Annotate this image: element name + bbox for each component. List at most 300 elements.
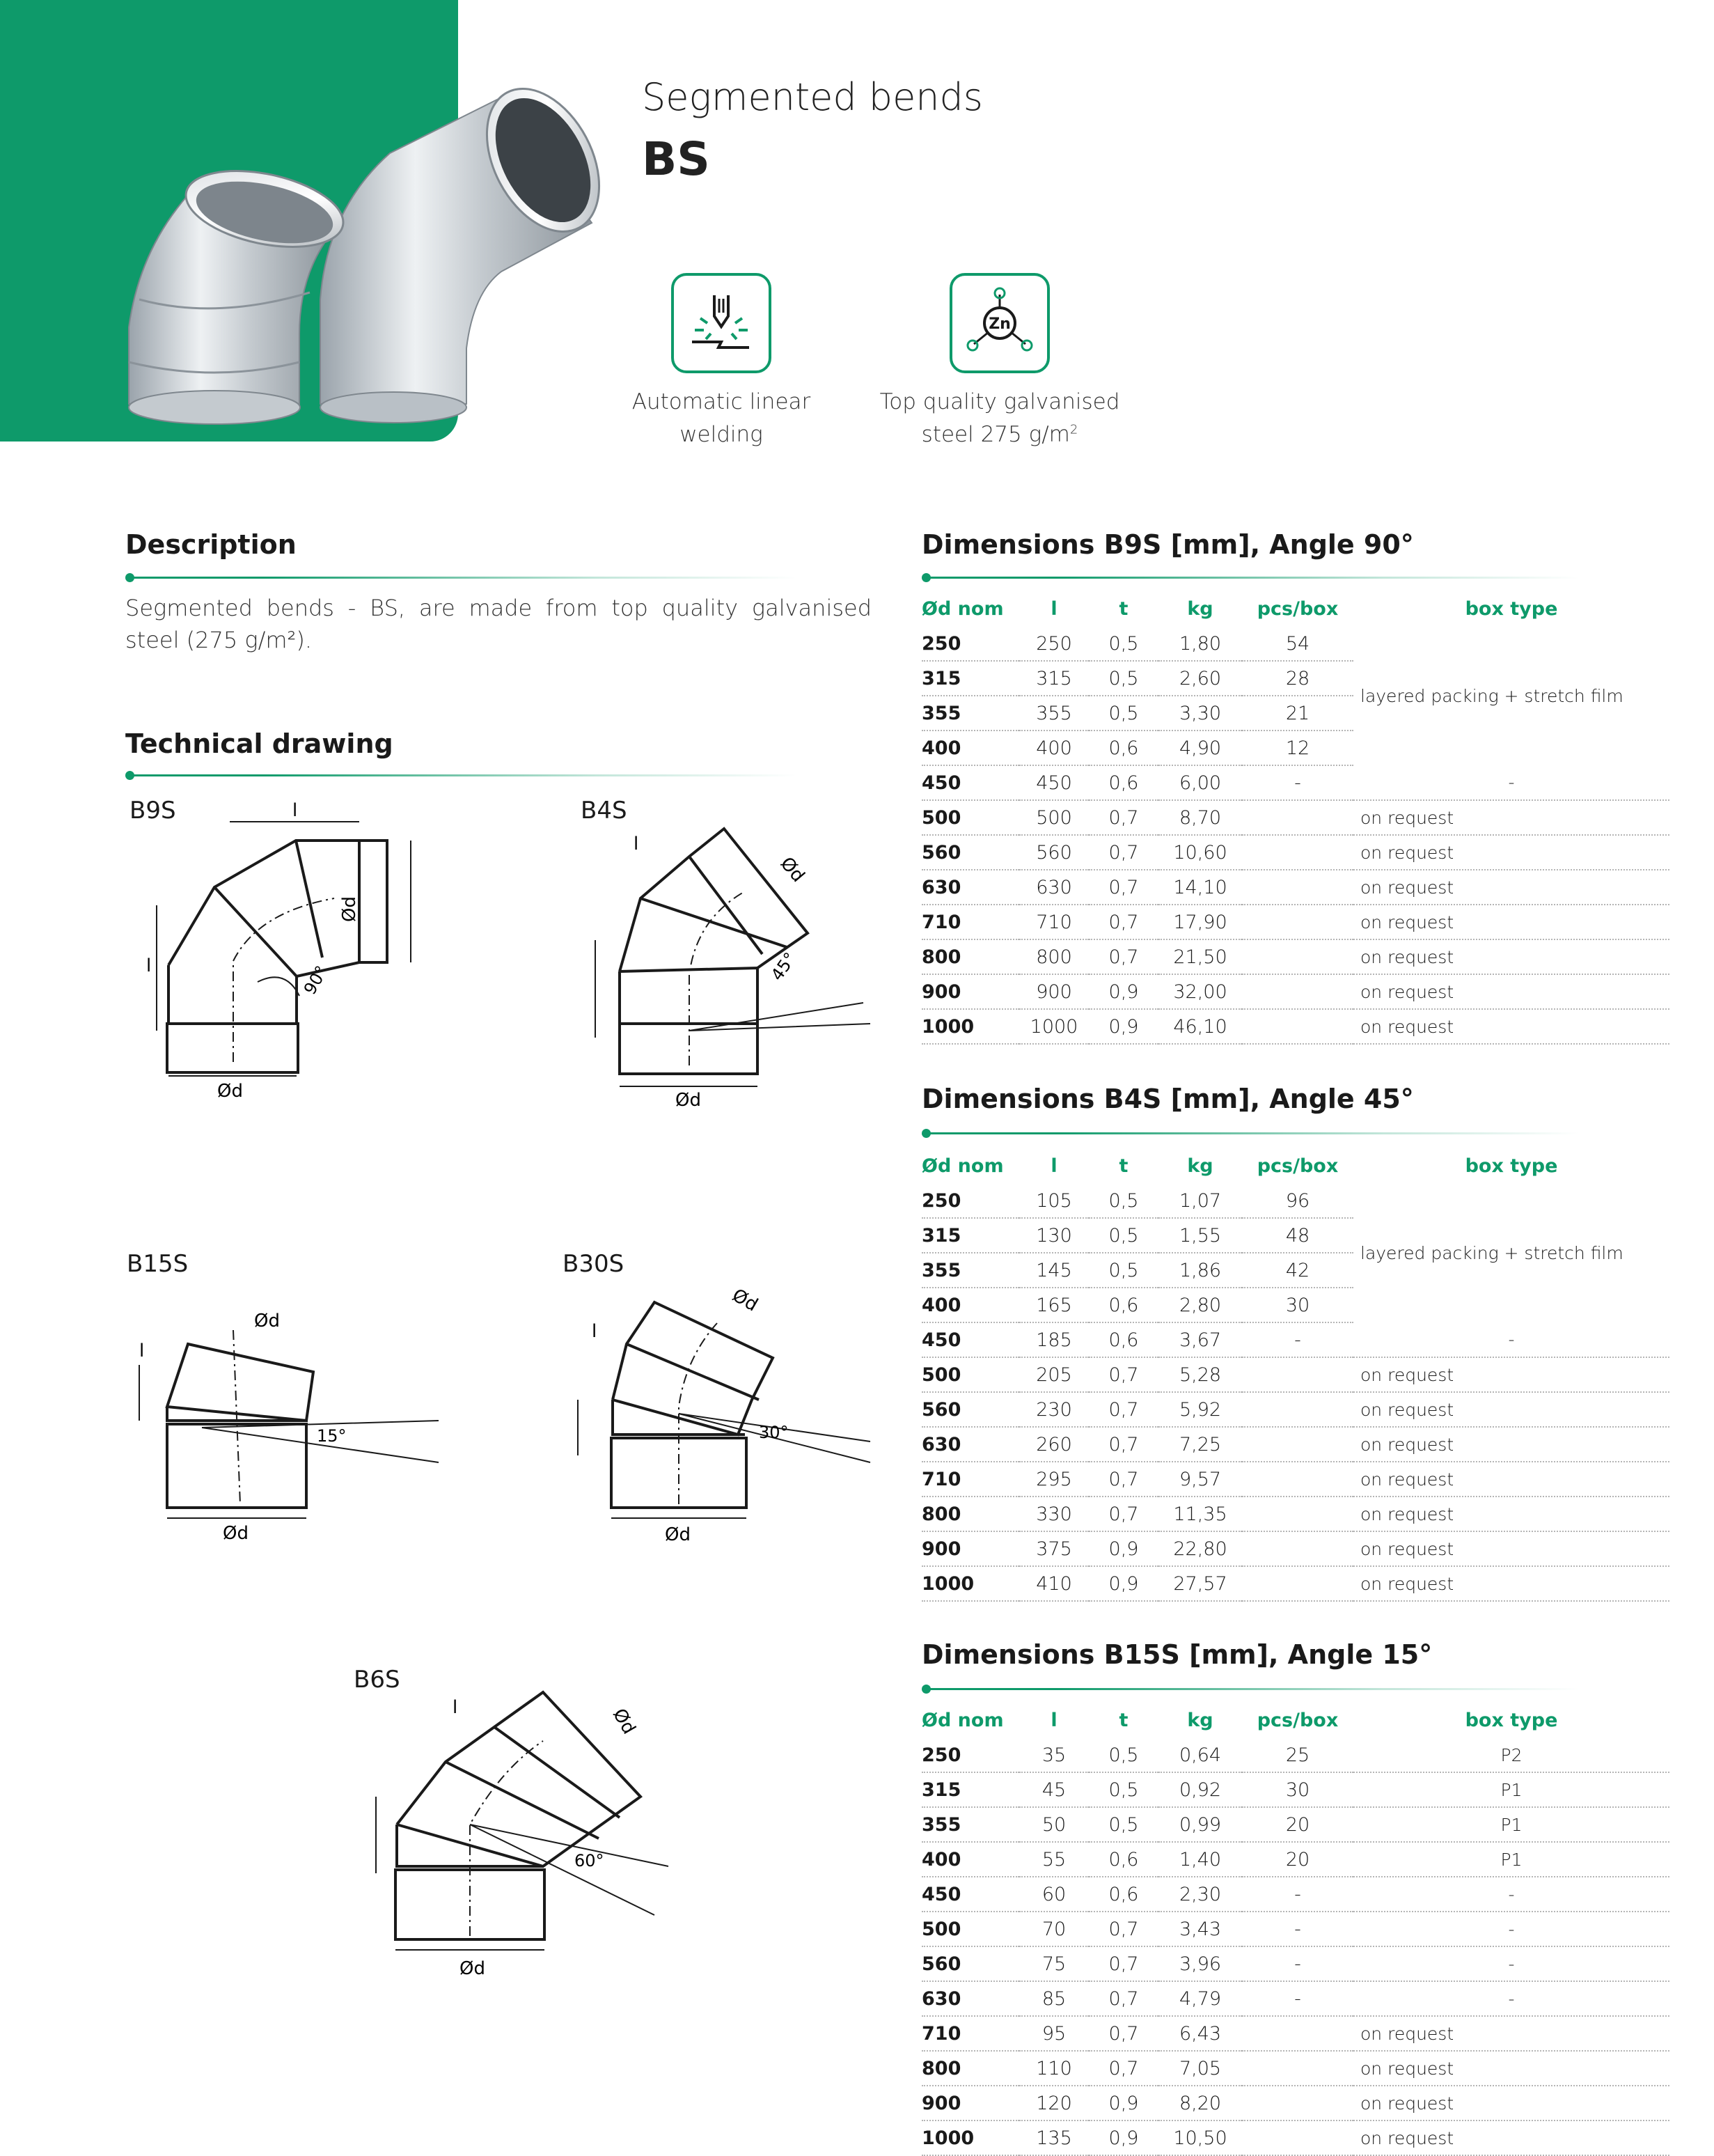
table-cell: 0,7	[1089, 1392, 1158, 1427]
table-cell: on request	[1353, 1009, 1669, 1044]
table-cell: 0,7	[1089, 2051, 1158, 2086]
table-cell: 21	[1242, 696, 1353, 731]
col-header: Ød nom	[922, 597, 1004, 620]
table-cell: 1,40	[1158, 1842, 1242, 1877]
col-header: kg	[1187, 1709, 1213, 1731]
table-row	[922, 1946, 1669, 1981]
b15s-dim-d: Ød	[254, 1311, 280, 1331]
table-cell: P1	[1353, 1772, 1669, 1807]
table-b15s-title: Dimensions B15S [mm], Angle 15°	[922, 1639, 1433, 1670]
table-cell: -	[1353, 1946, 1669, 1981]
table-cell	[1242, 1566, 1353, 1601]
table-cell: 0,7	[1089, 905, 1158, 939]
table-cell: 28	[1242, 661, 1353, 696]
technical-drawing-heading: Technical drawing	[125, 728, 393, 759]
table-cell: 0,64	[1158, 1738, 1242, 1772]
table-row	[922, 1392, 1669, 1427]
table-cell: 315	[922, 1772, 1019, 1807]
table-cell: 1000	[922, 1009, 1019, 1044]
table-cell: 800	[922, 2051, 1019, 2086]
table-cell: -	[1242, 765, 1353, 800]
table-cell: 0,92	[1158, 1772, 1242, 1807]
table-row	[922, 627, 1669, 661]
table-row	[922, 1912, 1669, 1946]
col-header: pcs/box	[1257, 1155, 1339, 1177]
table-cell: P1	[1353, 1807, 1669, 1842]
table-cell: 0,6	[1089, 1842, 1158, 1877]
b6s-dim-d: Ød	[608, 1705, 640, 1738]
table-cell: 96	[1242, 1184, 1353, 1218]
table-cell: 1,80	[1158, 627, 1242, 661]
table-cell: 32,00	[1158, 974, 1242, 1009]
table-cell: 0,6	[1089, 765, 1158, 800]
table-cell: 0,9	[1089, 1009, 1158, 1044]
b6s-dim-l: l	[453, 1697, 458, 1718]
drawing-b6s-label: B6S	[354, 1666, 400, 1694]
table-cell	[1242, 2120, 1353, 2155]
table-cell: 0,7	[1089, 1912, 1158, 1946]
table-cell: 400	[922, 1842, 1019, 1877]
table-cell: 0,7	[1089, 1497, 1158, 1531]
b9s-dim-d: Ød	[339, 896, 360, 922]
table-row	[922, 1009, 1669, 1044]
table-cell: 0,7	[1089, 2016, 1158, 2051]
feature-galvanised-line2: steel 275 $g/m^2$	[921, 421, 1078, 447]
table-cell: 3,30	[1158, 696, 1242, 731]
table-cell: P2	[1353, 1738, 1669, 1772]
table-cell: 0,99	[1158, 1807, 1242, 1842]
table-cell: 1000	[922, 2120, 1019, 2155]
table-cell: on request	[1353, 1392, 1669, 1427]
table-cell: 900	[922, 974, 1019, 1009]
table-cell: 4,79	[1158, 1981, 1242, 2016]
b15s-dim-l: l	[139, 1341, 145, 1361]
table-cell: 560	[1019, 835, 1089, 870]
table-cell: 355	[1019, 696, 1089, 731]
table-cell: 70	[1019, 1912, 1089, 1946]
table-row	[922, 1184, 1669, 1218]
description-rule	[128, 577, 796, 579]
col-header: Ød nom	[922, 1155, 1004, 1177]
table-cell: 500	[922, 800, 1019, 835]
table-cell: -	[1353, 1877, 1669, 1912]
table-cell: -	[1242, 1981, 1353, 2016]
table-cell: -	[1242, 1877, 1353, 1912]
table-cell: 900	[922, 1531, 1019, 1566]
table-cell: 295	[1019, 1462, 1089, 1497]
table-cell	[1242, 800, 1353, 835]
table-cell: 27,57	[1158, 1566, 1242, 1601]
table-cell: 900	[1019, 974, 1089, 1009]
b9s-dim-d-bottom: Ød	[217, 1081, 243, 1102]
product-photo	[111, 70, 613, 432]
table-row	[922, 1877, 1669, 1912]
table-row	[922, 905, 1669, 939]
table-cell: 8,20	[1158, 2086, 1242, 2120]
table-cell	[1242, 870, 1353, 905]
table-cell: 0,7	[1089, 870, 1158, 905]
table-cell	[1242, 1497, 1353, 1531]
table-cell: 0,5	[1089, 1253, 1158, 1288]
table-cell: 22,80	[1158, 1531, 1242, 1566]
table-cell: 45	[1019, 1772, 1089, 1807]
table-b4s	[922, 1148, 1669, 1602]
table-cell: 0,9	[1089, 2086, 1158, 2120]
table-cell: 25	[1242, 1738, 1353, 1772]
table-cell: 710	[1019, 905, 1089, 939]
table-cell: 0,6	[1089, 1288, 1158, 1322]
table-cell: 0,6	[1089, 1322, 1158, 1357]
table-cell	[1242, 2051, 1353, 2086]
table-cell: 0,5	[1089, 1738, 1158, 1772]
table-cell: 0,7	[1089, 1981, 1158, 2016]
table-row	[922, 1566, 1669, 1601]
table-cell: 0,7	[1089, 1462, 1158, 1497]
table-cell: 20	[1242, 1842, 1353, 1877]
table-cell: 800	[922, 939, 1019, 974]
col-header: Ød nom	[922, 1709, 1004, 1731]
page-title: Segmented bends	[642, 75, 983, 119]
col-header: l	[1051, 1155, 1058, 1177]
table-row	[922, 1497, 1669, 1531]
table-cell: 0,7	[1089, 1357, 1158, 1392]
drawing-b9s-label: B9S	[129, 797, 176, 825]
table-cell: 400	[922, 1288, 1019, 1322]
table-row	[922, 2016, 1669, 2051]
b9s-dim-l-top: l	[292, 800, 298, 821]
table-row	[922, 2120, 1669, 2155]
b30s-dim-d-bottom: Ød	[665, 1524, 691, 1545]
table-cell: on request	[1353, 1531, 1669, 1566]
table-cell: on request	[1353, 939, 1669, 974]
table-cell: on request	[1353, 1462, 1669, 1497]
table-cell: 3,96	[1158, 1946, 1242, 1981]
table-cell: 500	[1019, 800, 1089, 835]
drawing-b30s-label: B30S	[563, 1250, 624, 1278]
table-cell: 110	[1019, 2051, 1089, 2086]
b9s-angle: 90°	[299, 962, 332, 998]
table-cell: 800	[922, 1497, 1019, 1531]
table-row	[922, 1462, 1669, 1497]
col-header: box type	[1465, 1155, 1558, 1177]
table-cell: 250	[922, 1738, 1019, 1772]
table-cell: P1	[1353, 1842, 1669, 1877]
table-cell: 710	[922, 1462, 1019, 1497]
table-row	[922, 1772, 1669, 1807]
table-cell: 0,7	[1089, 1427, 1158, 1462]
table-row	[922, 800, 1669, 835]
merged-box-type: layered packing + stretch film	[1360, 686, 1623, 706]
table-cell: 560	[922, 1946, 1019, 1981]
table-cell: on request	[1353, 1497, 1669, 1531]
table-cell: 450	[1019, 765, 1089, 800]
table-cell: 2,60	[1158, 661, 1242, 696]
col-header: kg	[1187, 597, 1213, 620]
table-cell	[1242, 1392, 1353, 1427]
feature-welding-line2: welding	[679, 421, 763, 447]
table-cell: 1,55	[1158, 1218, 1242, 1253]
table-cell: 355	[922, 1807, 1019, 1842]
table-row	[922, 765, 1669, 800]
table-cell: 630	[922, 870, 1019, 905]
table-cell: 0,5	[1089, 1184, 1158, 1218]
table-cell: on request	[1353, 870, 1669, 905]
table-cell: 4,90	[1158, 731, 1242, 765]
table-cell: 130	[1019, 1218, 1089, 1253]
table-cell: on request	[1353, 800, 1669, 835]
table-cell: 205	[1019, 1357, 1089, 1392]
table-cell: 21,50	[1158, 939, 1242, 974]
table-cell: on request	[1353, 2051, 1669, 2086]
table-cell: on request	[1353, 835, 1669, 870]
table-cell: 48	[1242, 1218, 1353, 1253]
table-cell: 450	[922, 1322, 1019, 1357]
table-row	[922, 939, 1669, 974]
table-cell: 250	[922, 627, 1019, 661]
table-cell: 250	[922, 1184, 1019, 1218]
table-cell: 230	[1019, 1392, 1089, 1427]
table-b15s	[922, 1702, 1669, 2156]
table-b9s	[922, 591, 1669, 1045]
feature-galvanised-line1: Top quality galvanised	[879, 389, 1120, 414]
table-cell	[1242, 835, 1353, 870]
table-cell: 355	[922, 1253, 1019, 1288]
table-cell: 50	[1019, 1807, 1089, 1842]
table-cell: 0,9	[1089, 974, 1158, 1009]
drawing-b9s	[125, 787, 459, 1107]
product-code: BS	[642, 132, 710, 186]
col-header: t	[1119, 1155, 1129, 1177]
b6s-dim-d-bottom: Ød	[459, 1958, 485, 1979]
zinc-molecule-icon	[950, 273, 1050, 373]
table-cell	[1242, 1462, 1353, 1497]
table-cell	[1242, 2086, 1353, 2120]
table-cell: on request	[1353, 2016, 1669, 2051]
b15s-dim-d-bottom: Ød	[223, 1523, 249, 1544]
table-cell	[1242, 905, 1353, 939]
table-cell: 60	[1019, 1877, 1089, 1912]
table-cell: 315	[1019, 661, 1089, 696]
table-cell: 630	[922, 1427, 1019, 1462]
table-cell	[1242, 2016, 1353, 2051]
table-cell: 120	[1019, 2086, 1089, 2120]
table-cell: 17,90	[1158, 905, 1242, 939]
table-cell: 0,5	[1089, 1772, 1158, 1807]
table-cell: 0,7	[1089, 1946, 1158, 1981]
table-cell: 12	[1242, 731, 1353, 765]
table-cell: 42	[1242, 1253, 1353, 1288]
table-cell: 355	[922, 696, 1019, 731]
b4s-dim-l: l	[634, 834, 639, 854]
table-cell: 630	[922, 1981, 1019, 2016]
table-b4s-rule	[925, 1132, 1579, 1134]
description-text: Segmented bends - BS, are made from top quality galvanised steel (275 g/m²).	[125, 595, 872, 654]
table-cell: 410	[1019, 1566, 1089, 1601]
table-cell: 85	[1019, 1981, 1089, 2016]
table-cell: 710	[922, 2016, 1019, 2051]
table-row	[922, 1531, 1669, 1566]
col-header: l	[1051, 1709, 1058, 1731]
b4s-angle: 45°	[766, 948, 801, 985]
table-cell: 8,70	[1158, 800, 1242, 835]
table-cell: 0,9	[1089, 2120, 1158, 2155]
table-cell: 560	[922, 1392, 1019, 1427]
table-cell: -	[1242, 1322, 1353, 1357]
table-cell: 3,67	[1158, 1322, 1242, 1357]
table-cell: on request	[1353, 1427, 1669, 1462]
b6s-angle: 60°	[574, 1851, 604, 1870]
table-cell: 0,5	[1089, 661, 1158, 696]
feature-welding-line1: Automatic linear	[631, 389, 811, 414]
table-cell: -	[1242, 1912, 1353, 1946]
table-row	[922, 2051, 1669, 2086]
table-cell: 11,35	[1158, 1497, 1242, 1531]
table-row	[922, 1842, 1669, 1877]
table-cell: 0,5	[1089, 1807, 1158, 1842]
table-b9s-rule	[925, 577, 1579, 579]
table-cell: -	[1353, 1981, 1669, 2016]
table-row	[922, 1981, 1669, 2016]
col-header: box type	[1465, 1709, 1558, 1731]
table-row	[922, 1357, 1669, 1392]
table-row	[922, 1738, 1669, 1772]
table-cell: 250	[1019, 627, 1089, 661]
table-cell: 10,60	[1158, 835, 1242, 870]
table-cell: 35	[1019, 1738, 1089, 1772]
table-cell: 5,92	[1158, 1392, 1242, 1427]
table-cell: 0,5	[1089, 696, 1158, 731]
table-cell: 135	[1019, 2120, 1089, 2155]
feature-welding	[596, 273, 847, 451]
table-cell: on request	[1353, 1566, 1669, 1601]
table-cell: 185	[1019, 1322, 1089, 1357]
table-cell: 54	[1242, 627, 1353, 661]
feature-galvanised	[874, 273, 1125, 451]
welding-icon	[671, 273, 771, 373]
table-cell: 0,7	[1089, 835, 1158, 870]
table-cell: 800	[1019, 939, 1089, 974]
table-cell: 9,57	[1158, 1462, 1242, 1497]
table-cell: 75	[1019, 1946, 1089, 1981]
table-cell: -	[1353, 1912, 1669, 1946]
table-row	[922, 835, 1669, 870]
table-cell: on request	[1353, 974, 1669, 1009]
table-cell: 6,00	[1158, 765, 1242, 800]
table-b9s-title: Dimensions B9S [mm], Angle 90°	[922, 529, 1414, 560]
table-cell: 55	[1019, 1842, 1089, 1877]
table-cell: on request	[1353, 2120, 1669, 2155]
table-cell: 630	[1019, 870, 1089, 905]
description-heading: Description	[125, 529, 297, 560]
table-cell: 1000	[922, 1566, 1019, 1601]
table-cell	[1242, 974, 1353, 1009]
col-header: l	[1051, 597, 1058, 620]
table-cell: 710	[922, 905, 1019, 939]
table-cell: 0,9	[1089, 1531, 1158, 1566]
table-cell: 14,10	[1158, 870, 1242, 905]
table-cell: 260	[1019, 1427, 1089, 1462]
drawing-b4s-label: B4S	[581, 797, 627, 825]
table-cell: 400	[922, 731, 1019, 765]
table-cell: 30	[1242, 1288, 1353, 1322]
b4s-dim-d-bottom: Ød	[675, 1090, 701, 1107]
b4s-dim-d: Ød	[776, 853, 809, 886]
b30s-dim-l: l	[592, 1321, 597, 1342]
col-header: pcs/box	[1257, 597, 1339, 620]
table-cell: 7,25	[1158, 1427, 1242, 1462]
table-cell: 0,7	[1089, 939, 1158, 974]
table-cell: 0,6	[1089, 731, 1158, 765]
table-cell: 0,5	[1089, 1218, 1158, 1253]
table-cell: 0,5	[1089, 627, 1158, 661]
table-cell: 1,07	[1158, 1184, 1242, 1218]
table-cell: 165	[1019, 1288, 1089, 1322]
table-cell: 30	[1242, 1772, 1353, 1807]
table-cell: 105	[1019, 1184, 1089, 1218]
table-cell: 1,86	[1158, 1253, 1242, 1288]
b30s-dim-d: Ød	[728, 1285, 762, 1316]
table-cell: 315	[922, 1218, 1019, 1253]
table-cell: 145	[1019, 1253, 1089, 1288]
b9s-dim-l: l	[146, 955, 152, 976]
table-cell: 2,30	[1158, 1877, 1242, 1912]
table-cell: -	[1353, 765, 1669, 800]
col-header: pcs/box	[1257, 1709, 1339, 1731]
table-cell: 5,28	[1158, 1357, 1242, 1392]
table-cell: 330	[1019, 1497, 1089, 1531]
table-cell: 7,05	[1158, 2051, 1242, 2086]
table-row	[922, 1807, 1669, 1842]
table-cell: on request	[1353, 1357, 1669, 1392]
table-cell: -	[1353, 1322, 1669, 1357]
table-b4s-title: Dimensions B4S [mm], Angle 45°	[922, 1084, 1414, 1114]
col-header: box type	[1465, 597, 1558, 620]
table-row	[922, 974, 1669, 1009]
merged-box-type: layered packing + stretch film	[1360, 1243, 1623, 1263]
table-cell: 375	[1019, 1531, 1089, 1566]
drawing-b15s-label: B15S	[127, 1250, 189, 1278]
b15s-angle: 15°	[317, 1426, 347, 1446]
table-cell: 400	[1019, 731, 1089, 765]
table-row	[922, 870, 1669, 905]
table-cell: 315	[922, 661, 1019, 696]
table-cell: 450	[922, 1877, 1019, 1912]
table-cell: 46,10	[1158, 1009, 1242, 1044]
table-cell: 450	[922, 765, 1019, 800]
table-cell: 500	[922, 1912, 1019, 1946]
col-header: t	[1119, 1709, 1129, 1731]
table-cell: 6,43	[1158, 2016, 1242, 2051]
table-cell: 10,50	[1158, 2120, 1242, 2155]
table-cell	[1242, 939, 1353, 974]
table-cell	[1242, 1357, 1353, 1392]
table-cell: 3,43	[1158, 1912, 1242, 1946]
zn-label: Zn	[989, 315, 1011, 333]
table-row	[922, 1322, 1669, 1357]
table-cell: 560	[922, 835, 1019, 870]
table-cell	[1242, 1009, 1353, 1044]
col-header: kg	[1187, 1155, 1213, 1177]
table-row	[922, 2086, 1669, 2120]
table-cell: on request	[1353, 2086, 1669, 2120]
table-cell	[1242, 1531, 1353, 1566]
table-cell: 900	[922, 2086, 1019, 2120]
technical-drawing-rule	[128, 774, 796, 776]
table-cell: 0,7	[1089, 800, 1158, 835]
table-cell: 95	[1019, 2016, 1089, 2051]
table-cell: on request	[1353, 905, 1669, 939]
table-cell: 500	[922, 1357, 1019, 1392]
